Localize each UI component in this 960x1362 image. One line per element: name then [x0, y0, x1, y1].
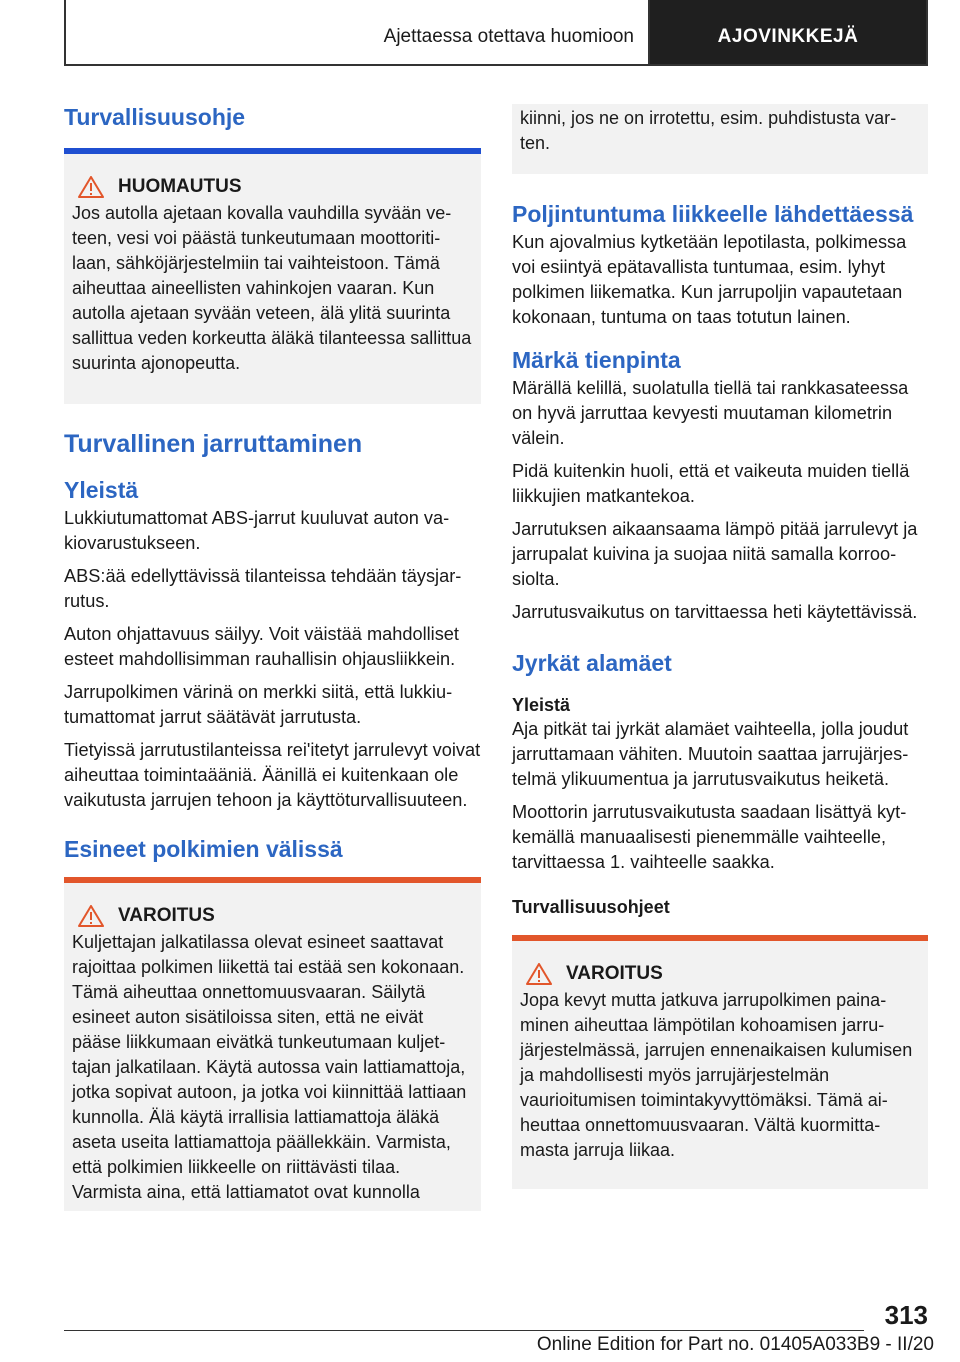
paragraph: Auton ohjattavuus säilyy. Voit väistää mahdolliset esteet mahdollisimman rauhallisin ohjausliikkein. [64, 624, 459, 669]
subheading-yleista: Yleistä [512, 695, 571, 715]
notice-title-text: HUOMAUTUS [118, 176, 242, 197]
paragraph: Moottorin jarrutusvaikutusta saadaan lisättyä kytkemällä manuaalisesti pienemmälle vaihteelle, tarvittaessa 1. vaihteelle saakka. [512, 802, 907, 872]
heading-yleista: Yleistä [64, 477, 139, 503]
warning-triangle-icon [78, 905, 104, 927]
warning-box [512, 941, 928, 1189]
warning-text: Jopa kevyt mutta jatkuva jarrupolkimen painaminen aiheuttaa lämpötilan kohoamisen jarrujärjestelmässä, jarrujen ennenaikaisen kulumisen ja mahdollisesti myös jarrujärjestelmän vaurioitumisen toimintakyvyttömäksi. Tämä aiheuttaa onnettomuusvaaran. Vältä kuormittamasta jarruja liikaa. [520, 990, 913, 1160]
warning-triangle-icon [526, 963, 552, 985]
warning-box-continued [512, 104, 928, 174]
heading-poljintuntuma: Poljintuntuma liikkeelle lähdettäessä [512, 201, 914, 227]
paragraph: Tietyissä jarrutustilanteissa rei'itetyt jarrulevyt voivat aiheuttaa toimintaääniä. Äänillä ei kuitenkaan ole vaikutusta jarrujen tehoon ja käyttöturvallisuuteen. [64, 740, 481, 810]
warning-box [64, 883, 481, 1211]
paragraph: Jarrutuksen aikaansaama lämpö pitää jarrulevyt ja jarrupalat kuivina ja suojaa niitä samalla korroosiolta. [512, 519, 918, 589]
heading-esineet-polkimien-valissa: Esineet polkimien välissä [64, 836, 343, 862]
heading-turvallinen-jarruttaminen: Turvallinen jarruttaminen [64, 430, 363, 458]
warning-text-continued: kiinni, jos ne on irrotettu, esim. puhdistusta varten. [520, 108, 897, 153]
warning-title [520, 961, 920, 986]
paragraph: Pidä kuitenkin huoli, että et vaikeuta muiden tiellä liikkujien matkantekoa. [512, 461, 910, 506]
header-chapter-tab: AJOVINKKEJÄ [650, 0, 926, 64]
page-header [64, 0, 928, 66]
heading-turvallisuusohje: Turvallisuusohje [64, 104, 246, 130]
warning-triangle-icon [78, 176, 104, 198]
paragraph: Aja pitkät tai jyrkät alamäet vaihteella, jolla joudut jarruttamaan vähiten. Muutoin saattaa jarrujärjestelmä ylikuumentua ja jarrutusvaikutus heiketä. [512, 719, 909, 789]
warning-text: Kuljettajan jalkatilassa olevat esineet saattavat rajoittaa polkimen liikettä tai estää sen kokonaan. Tämä aiheuttaa onnettomuusvaaran. Säilytä esineet auton sisätiloissa siten, että ne eivät pääse liikkumaan eivätkä tunkeutumaan kuljettajan jalkatilaan. Käytä autossa vain lattiamattoja, jotka sopivat autoon, ja jotka voi kiinnittää lattiaan kunnolla. Älä käytä irrallisia lattiamattoja äläkä aseta useita lattiamattoja päällekkäin. Varmista, että polkimien liikkeelle on riittävästi tilaa. Varmista aina, että lattiamatot ovat kunnolla [72, 932, 467, 1202]
notice-box [64, 154, 481, 404]
notice-title [72, 174, 473, 199]
heading-jyrkat-alamaet: Jyrkät alamäet [512, 650, 672, 676]
paragraph: ABS:ää edellyttävissä tilanteissa tehdään täysjarrutus. [64, 566, 462, 611]
paragraph: Kun ajovalmius kytketään lepotilasta, polkimessa voi esiintyä epätavallista tuntumaa, esim. lyhyt polkimen liikematka. Kun jarrupoljin vapautetaan kokonaan, tuntuma on taas totutun lainen. [512, 232, 907, 327]
warning-title [72, 903, 473, 928]
right-column [512, 104, 928, 1189]
paragraph: Märällä kelillä, suolatulla tiellä tai rankkasateessa on hyvä jarruttaa kevyesti muutaman kilometrin välein. [512, 378, 909, 448]
warning-title-text: VAROITUS [118, 905, 215, 926]
left-column [64, 100, 481, 1211]
heading-marka-tienpinta: Märkä tienpinta [512, 347, 681, 373]
paragraph: Jarrupolkimen värinä on merkki siitä, että lukkiutumattomat jarrut säätävät jarrutusta. [64, 682, 453, 727]
footer-edition: Online Edition for Part no. 01405A033B9 - II/20 [536, 1334, 934, 1355]
header-section-title: Ajettaessa otettava huomioon [66, 0, 650, 64]
notice-text: Jos autolla ajetaan kovalla vauhdilla syvään veteen, vesi voi päästä tunkeutumaan moottoritilaan, sähköjärjestelmiin tai vaihteistoon. Tämä aiheuttaa aineellisten vahinkojen vaaran. Kun autolla ajetaan syvään veteen, älä ylitä suurinta sallittua veden korkeutta äläkä tilanteessa sallittua suurinta ajonopeutta. [72, 203, 472, 373]
paragraph: Jarrutusvaikutus on tarvittaessa heti käytettävissä. [512, 602, 918, 622]
footer-divider [64, 1330, 864, 1331]
paragraph: Lukkiutumattomat ABS-jarrut kuuluvat auton vakiovarustukseen. [64, 508, 450, 553]
page-number: 313 [884, 1300, 928, 1330]
subheading-turvallisuusohjeet: Turvallisuusohjeet [512, 897, 670, 917]
warning-title-text: VAROITUS [566, 963, 663, 984]
